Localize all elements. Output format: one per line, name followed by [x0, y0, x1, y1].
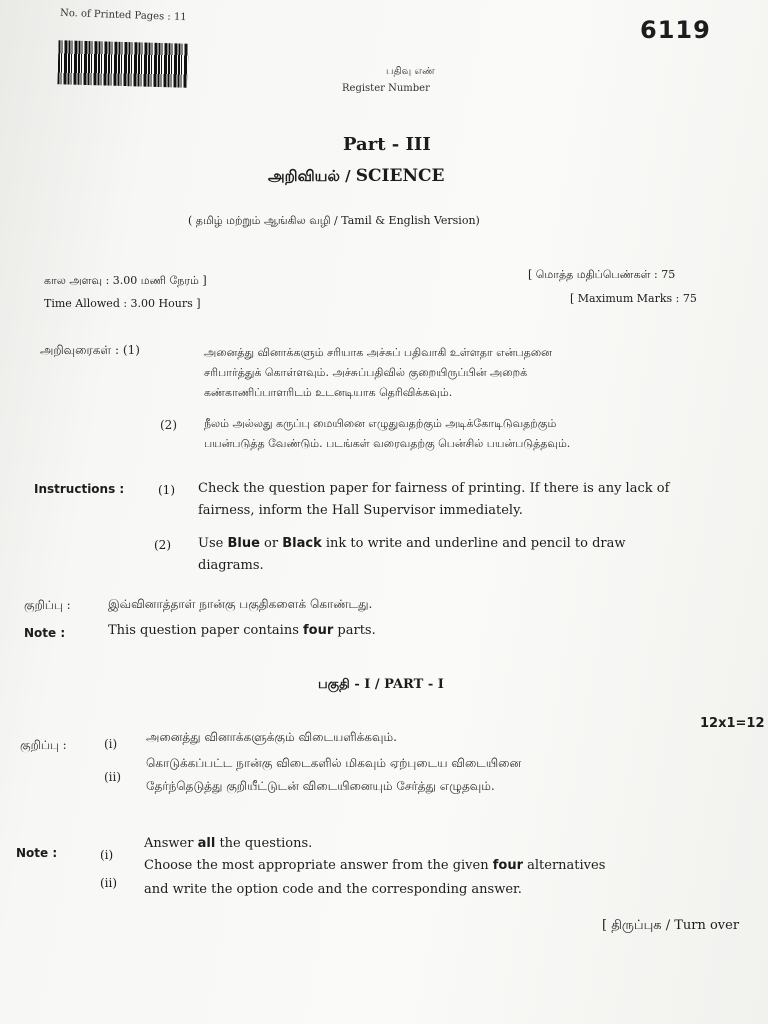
subject-title-english: SCIENCE: [355, 166, 445, 186]
turn-over-label: [ திருப்புக / Turn over: [602, 918, 740, 933]
note-label: Note :: [24, 626, 66, 640]
note-label: Note :: [16, 846, 58, 860]
part-1-note-tamil-ii-line-2: தேர்ந்தெடுத்து குறியீட்டுடன் விடையினையும் சேர்த்து எழுதவும்.: [146, 779, 495, 793]
part-title: Part - III: [343, 134, 431, 155]
part-1-note-i: Answer all the questions.: [144, 836, 313, 851]
section-marks: 12x1=12: [700, 716, 765, 731]
instruction-2-line-1: Use Blue or Black ink to write and underline and pencil to draw: [198, 536, 626, 551]
instruction-tamil-2-line-1: நீலம் அல்லது கருப்பு மையினை எழுதுவதற்கும் அடிக்கோடிடுவதற்கும்: [204, 417, 557, 430]
instruction-number: (ii): [104, 770, 122, 784]
black-ink-label: Black: [282, 536, 322, 551]
time-allowed-tamil: கால அளவு : 3.00 மணி நேரம் ]: [44, 274, 207, 287]
instructions-label: Instructions :: [34, 482, 125, 496]
blue-ink-label: Blue: [227, 536, 260, 551]
instruction-1-line-2: fairness, inform the Hall Supervisor immediately.: [198, 503, 523, 518]
instruction-number: (2): [154, 538, 171, 552]
note-label-tamil: குறிப்பு :: [24, 598, 71, 612]
subject-title: [268, 166, 445, 187]
instruction-number: (1): [158, 483, 175, 497]
question-paper-code: 6119: [640, 16, 711, 44]
instruction-2-line-2: diagrams.: [198, 558, 264, 573]
note-parts-tamil: இவ்வினாத்தாள் நான்கு பகுதிகளைக் கொண்டது.: [108, 597, 373, 611]
instruction-number: (2): [160, 418, 177, 432]
section-heading-part-1: பகுதி - I / PART - I: [318, 677, 444, 692]
register-number-tamil: பதிவு எண்: [386, 66, 435, 77]
instruction-1-line-1: Check the question paper for fairness of printing. If there is any lack of: [198, 481, 670, 496]
instruction-tamil-1-line-3: கண்காணிப்பாளரிடம் உடனடியாக தெரிவிக்கவும்.: [204, 386, 453, 399]
part-1-note-tamil-i: அனைத்து வினாக்களுக்கும் விடையளிக்கவும்.: [146, 730, 397, 744]
instruction-tamil-1-line-1: அனைத்து வினாக்களும் சரியாக அச்சுப் பதிவாகி உள்ளதா என்பதனை: [204, 346, 552, 359]
maximum-marks: [ Maximum Marks : 75: [570, 292, 697, 305]
register-number-label: Register Number: [342, 83, 430, 94]
subject-title-tamil: அறிவியல் /: [268, 167, 351, 185]
instruction-number: (i): [100, 848, 114, 862]
note-label-tamil: குறிப்பு :: [20, 738, 67, 752]
instruction-tamil-1-line-2: சரிபார்த்துக் கொள்ளவும். அச்சுப்பதிவில் குறையிருப்பின் அறைக்: [204, 366, 528, 379]
instruction-number: (ii): [100, 876, 118, 890]
part-1-note-ii-line-1: Choose the most appropriate answer from the given four alternatives: [144, 858, 606, 873]
barcode-image: [57, 40, 188, 87]
printed-pages-label: No. of Printed Pages : 11: [59, 7, 187, 24]
instruction-number: (1): [122, 343, 140, 357]
part-1-note-ii-line-2: and write the option code and the corresponding answer.: [144, 882, 522, 897]
maximum-marks-tamil: [ மொத்த மதிப்பெண்கள் : 75: [528, 268, 676, 281]
instruction-number: (i): [104, 737, 118, 751]
version-line: ( தமிழ் மற்றும் ஆங்கில வழி / Tamil & English Version): [188, 214, 480, 227]
instructions-label-tamil: அறிவுரைகள் : (1): [40, 343, 140, 357]
note-parts: This question paper contains four parts.: [108, 623, 376, 638]
part-1-note-tamil-ii-line-1: கொடுக்கப்பட்ட நான்கு விடைகளில் மிகவும் ஏற்புடைய விடையினை: [146, 756, 522, 770]
instruction-tamil-2-line-2: பயன்படுத்த வேண்டும். படங்கள் வரைவதற்கு பென்சில் பயன்படுத்தவும்.: [204, 437, 571, 450]
time-allowed: Time Allowed : 3.00 Hours ]: [44, 297, 201, 310]
